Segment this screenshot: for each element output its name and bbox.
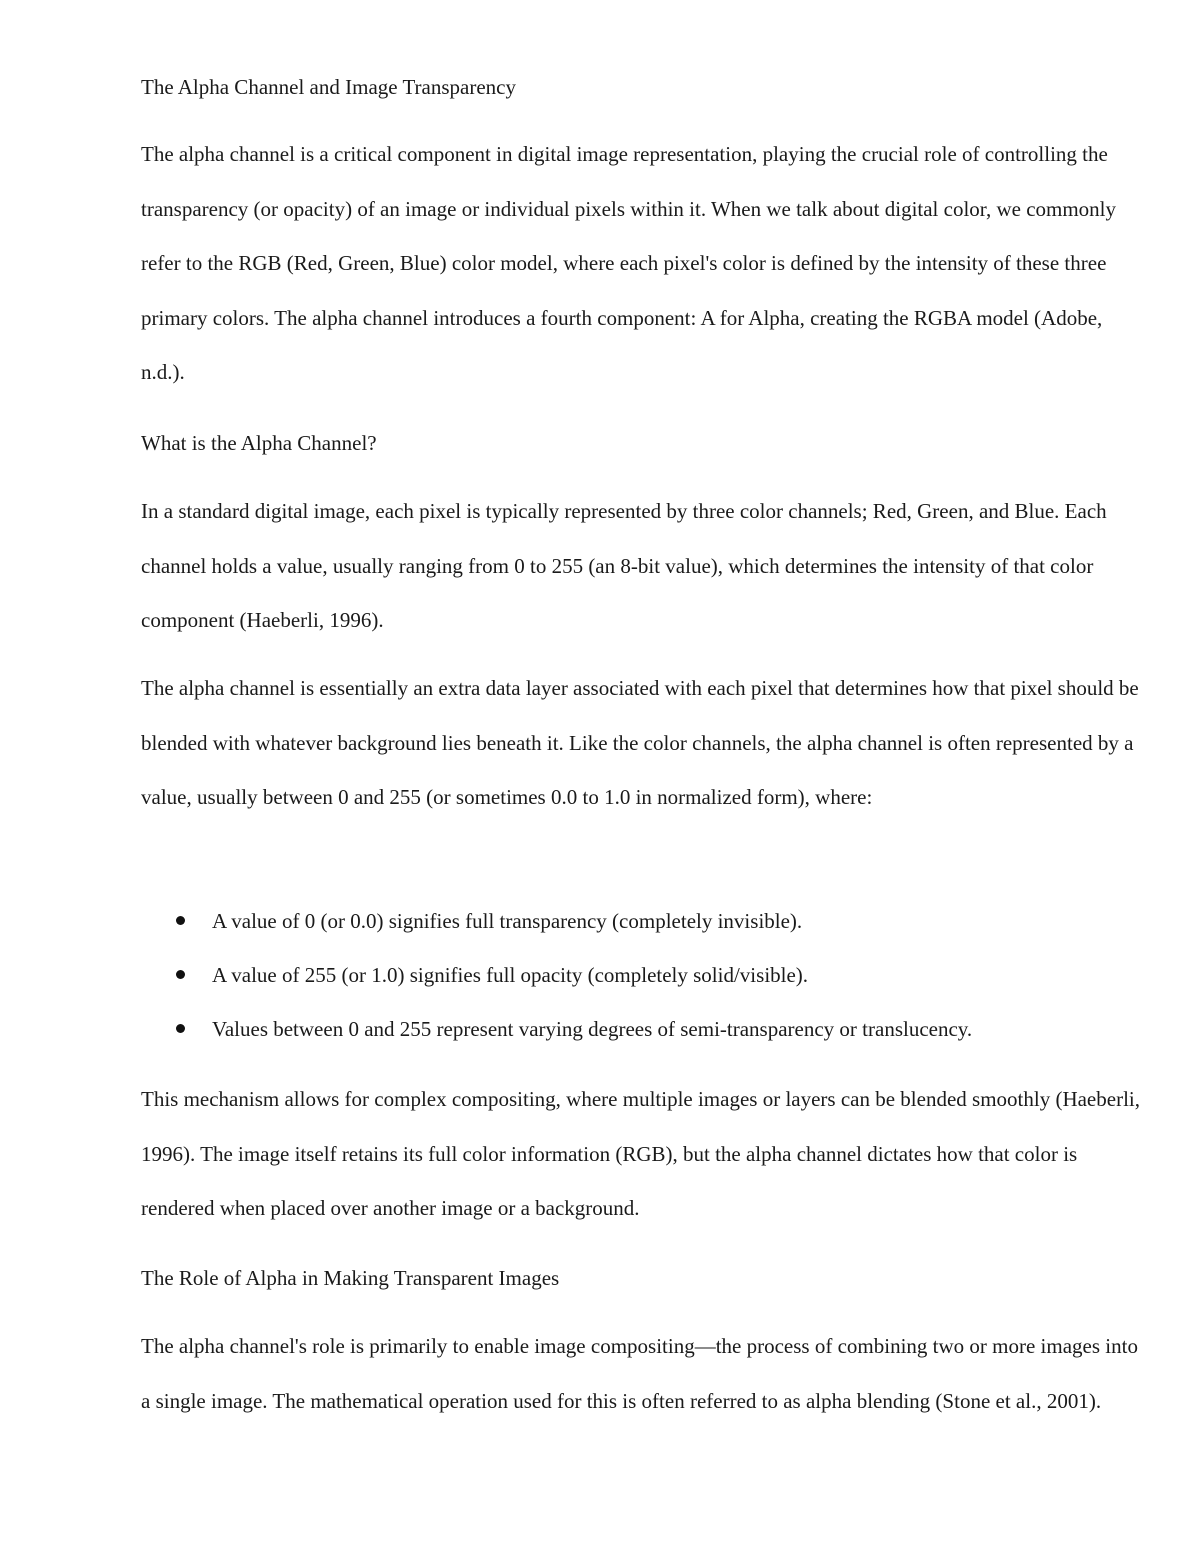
section-heading-role-of-alpha: The Role of Alpha in Making Transparent Images [141, 1266, 560, 1290]
bullet-text: A value of 255 (or 1.0) signifies full opacity (completely solid/visible). [212, 963, 809, 987]
intro-paragraph: The alpha channel is a critical component in digital image representation, playing the crucial role of controlling the transparency (or opacity) of an image or individual pixels within it. When we talk about digital color, we commonly refer to the RGB (Red, Green, Blue) color model, where each pixel's color is defined by the intensity of these three primary colors. The alpha channel introduces a fourth component: A for Alpha, creating the RGBA model (Adobe, n.d.). [141, 142, 1117, 384]
document-title: The Alpha Channel and Image Transparency [141, 75, 516, 99]
bullet-item [141, 894, 1141, 948]
bullet-icon [176, 916, 185, 925]
body-paragraph: The alpha channel is essentially an extra data layer associated with each pixel that determines how that pixel should be blended with whatever background lies beneath it. Like the color channels, the alpha channel is often represented by a value, usually between 0 and 255 (or sometimes 0.0 to 1.0 in normalized form), where: [141, 676, 1139, 809]
bullet-text: A value of 0 (or 0.0) signifies full transparency (completely invisible). [212, 909, 803, 933]
body-paragraph: The alpha channel's role is primarily to enable image compositing—the process of combining two or more images into a single image. The mathematical operation used for this is often referred to as alpha blending (Stone et al., 2001). [141, 1334, 1138, 1413]
body-paragraph: In a standard digital image, each pixel is typically represented by three color channels; Red, Green, and Blue. Each channel holds a value, usually ranging from 0 to 255 (an 8-bit value), which determines the intensity of that color component (Haeberli, 1996). [141, 499, 1107, 632]
bullet-list [141, 894, 1141, 1056]
bullet-item [141, 948, 1141, 1002]
bullet-icon [176, 1024, 185, 1033]
section-heading-what-is-alpha: What is the Alpha Channel? [141, 431, 377, 455]
bullet-text: Values between 0 and 255 represent varying degrees of semi-transparency or translucency. [212, 1017, 973, 1041]
body-paragraph: This mechanism allows for complex compositing, where multiple images or layers can be blended smoothly (Haeberli, 1996). The image itself retains its full color information (RGB), but the alpha channel dictates how that color is rendered when placed over another image or a background. [141, 1087, 1140, 1220]
bullet-item [141, 1002, 1141, 1056]
bullet-icon [176, 970, 185, 979]
